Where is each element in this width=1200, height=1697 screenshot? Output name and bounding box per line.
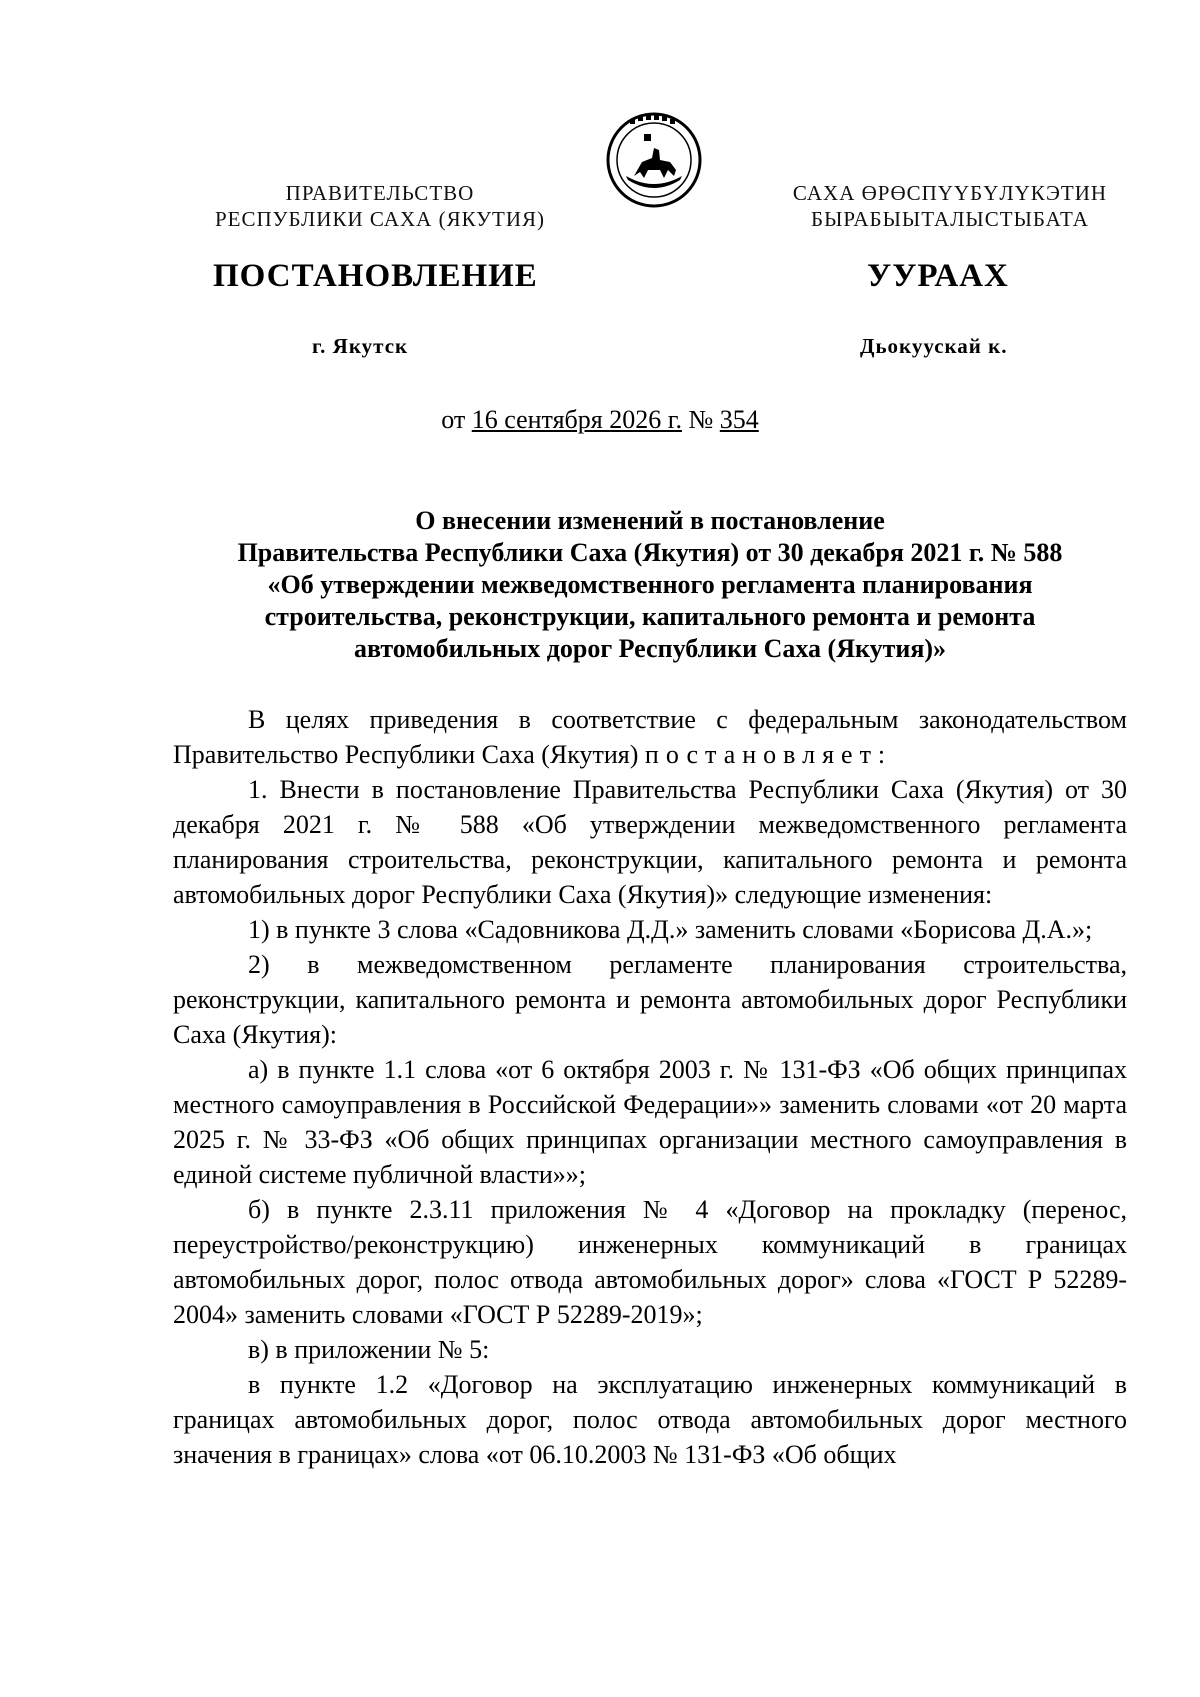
- document-title-line: автомобильных дорог Республики Саха (Якутия)»: [353, 634, 947, 663]
- document-title-line: «Об утверждении межведомственного регламента планирования: [267, 570, 1033, 599]
- paragraph: в) в приложении № 5:: [248, 1335, 490, 1364]
- header-left-line2: РЕСПУБЛИКИ САХА (ЯКУТИЯ): [214, 207, 546, 231]
- title-ru: ПОСТАНОВЛЕНИЕ: [213, 258, 538, 294]
- date-line: [0, 405, 1200, 435]
- header-left-line1: ПРАВИТЕЛЬСТВО: [285, 181, 475, 205]
- paragraph: а) в пункте 1.1 слова «от 6 октября 2003 г. № 131-ФЗ «Об общих принципах местного самоуправления в Российской Федерации»» заменить словами «от 20 марта 2025 г. № 33-ФЗ «Об общих принципах организации местного самоуправления в единой системе публичной власти»»;: [173, 1055, 1127, 1189]
- paragraph: 2) в межведомственном регламенте планирования строительства, реконструкции, капитального ремонта и ремонта автомобильных дорог Республики Саха (Якутия):: [173, 950, 1127, 1049]
- document-body: [173, 702, 1127, 1472]
- date-prefix: от: [441, 405, 466, 434]
- document-number: 354: [719, 405, 759, 434]
- paragraph: 1. Внести в постановление Правительства Республики Саха (Якутия) от 30 декабря 2021 г. № 588 «Об утверждении межведомственного регламента планирования строительства, реконструкции, капитального ремонта и ремонта автомобильных дорог Республики Саха (Якутия)» следующие изменения:: [173, 775, 1127, 909]
- number-sign: №: [688, 405, 714, 434]
- place-sah: Дьокуускай к.: [860, 334, 1008, 358]
- header-right-line1: САХА ӨРӨСПҮҮБҮЛҮКЭТИН: [792, 181, 1108, 205]
- document-title-line: О внесении изменений в постановление: [415, 506, 885, 535]
- paragraph: [173, 702, 1127, 772]
- paragraph: 1) в пункте 3 слова «Садовникова Д.Д.» заменить словами «Борисова Д.А.»;: [248, 915, 1093, 944]
- emblem-icon: [604, 110, 704, 210]
- document-title-line: строительства, реконструкции, капитального ремонта и ремонта: [264, 602, 1036, 631]
- title-sah: УУРААХ: [867, 258, 1009, 294]
- header-left: [170, 180, 590, 232]
- document-title-line: Правительства Республики Саха (Якутия) от 30 декабря 2021 г. № 588: [237, 538, 1063, 567]
- paragraph-text: В целях приведения в соответствие с федеральным законодательством Правительство Республики Саха (Якутия): [173, 705, 1127, 769]
- date-value: 16 сентября 2026 г.: [471, 405, 682, 434]
- header-right: [740, 180, 1160, 232]
- decree-word: постановляет:: [644, 740, 893, 769]
- place-ru: г. Якутск: [312, 334, 409, 358]
- document-title: [170, 505, 1130, 665]
- paragraph: б) в пункте 2.3.11 приложения № 4 «Договор на прокладку (перенос, переустройство/реконструкцию) инженерных коммуникаций в границах автомобильных дорог, полос отвода автомобильных дорог» слова «ГОСТ Р 52289-2004» заменить словами «ГОСТ Р 52289-2019»;: [173, 1195, 1127, 1329]
- header-right-line2: БЫРАБЫЫТАЛЫСТЫБАТА: [811, 207, 1089, 231]
- paragraph: в пункте 1.2 «Договор на эксплуатацию инженерных коммуникаций в границах автомобильных дорог, полос отвода автомобильных дорог местного значения в границах» слова «от 06.10.2003 № 131-ФЗ «Об общих: [173, 1370, 1127, 1469]
